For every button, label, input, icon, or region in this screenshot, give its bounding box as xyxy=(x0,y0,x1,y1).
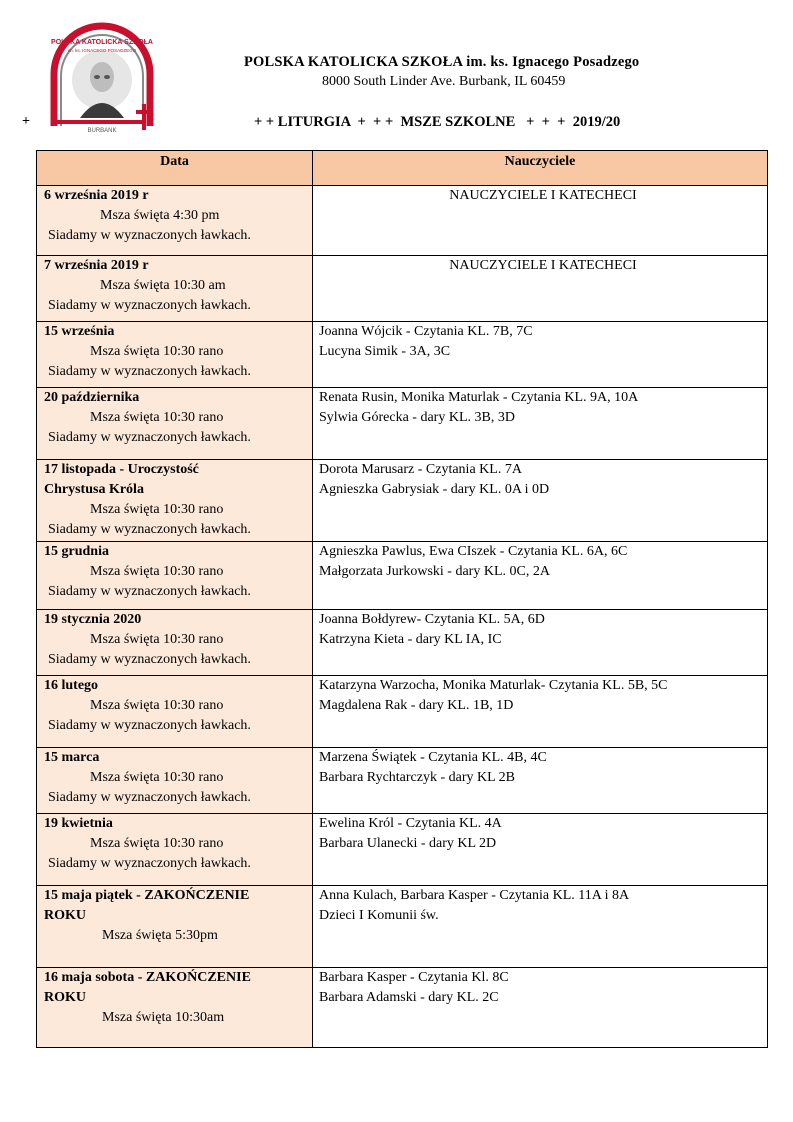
date-cell xyxy=(37,886,313,968)
mass-time: Msza święta 5:30pm xyxy=(102,928,218,943)
table-row xyxy=(37,542,768,610)
date-label: 19 stycznia 2020 xyxy=(44,612,142,627)
mass-time: Msza święta 10:30 rano xyxy=(90,502,224,517)
teacher-assignment: Barbara Ulanecki - dary KL 2D xyxy=(319,836,497,851)
mass-time: Msza święta 10:30 rano xyxy=(90,344,224,359)
seating-note: Siadamy w wyznaczonych ławkach. xyxy=(48,522,251,537)
table-row xyxy=(37,388,768,460)
teacher-assignment: Barbara Adamski - dary KL. 2C xyxy=(319,990,499,1005)
mass-time: Msza święta 4:30 pm xyxy=(100,208,220,223)
teacher-assignment: NAUCZYCIELE I KATECHECI xyxy=(449,188,637,203)
date-cell xyxy=(37,186,313,256)
teacher-assignment: Anna Kulach, Barbara Kasper - Czytania KL. 11A i 8A xyxy=(319,888,630,903)
logo-sub-text: im. ks. IGNACEGO POSADZEGO xyxy=(67,48,137,53)
teachers-cell xyxy=(313,814,768,886)
teacher-assignment: Dzieci I Komunii św. xyxy=(319,908,439,923)
mass-time: Msza święta 10:30 rano xyxy=(90,410,224,425)
page-title: + + LITURGIA + + + MSZE SZKOLNE + + + 2019/20 xyxy=(254,114,621,130)
table-row xyxy=(37,610,768,676)
table-row xyxy=(37,968,768,1048)
date-label: 19 kwietnia xyxy=(44,816,113,831)
table-row xyxy=(37,322,768,388)
seating-note: Siadamy w wyznaczonych ławkach. xyxy=(48,430,251,445)
teacher-assignment: Sylwia Górecka - dary KL. 3B, 3D xyxy=(319,410,515,425)
teachers-cell xyxy=(313,322,768,388)
left-plus-mark: + xyxy=(22,114,30,129)
teacher-assignment: Dorota Marusarz - Czytania KL. 7A xyxy=(319,462,522,477)
teacher-assignment: Małgorzata Jurkowski - dary KL. 0C, 2A xyxy=(319,564,550,579)
date-cell xyxy=(37,814,313,886)
date-cell xyxy=(37,460,313,542)
column-header-date: Data xyxy=(37,151,313,186)
date-label: 16 lutego xyxy=(44,678,99,693)
teacher-assignment: Katrzyna Kieta - dary KL IA, IC xyxy=(319,632,502,647)
date-cell xyxy=(37,542,313,610)
mass-time: Msza święta 10:30 rano xyxy=(90,770,224,785)
teacher-assignment: Agnieszka Pawlus, Ewa CIszek - Czytania KL. 6A, 6C xyxy=(319,544,628,559)
date-label: 15 grudnia xyxy=(44,544,109,559)
table-row xyxy=(37,676,768,748)
seating-note: Siadamy w wyznaczonych ławkach. xyxy=(48,790,251,805)
mass-schedule-table xyxy=(36,150,768,1048)
seating-note: Siadamy w wyznaczonych ławkach. xyxy=(48,718,251,733)
seating-note: Siadamy w wyznaczonych ławkach. xyxy=(48,652,251,667)
table-row xyxy=(37,886,768,968)
date-label: 15 września xyxy=(44,324,115,339)
date-cell xyxy=(37,748,313,814)
date-label-continued: ROKU xyxy=(44,990,86,1005)
teachers-cell xyxy=(313,676,768,748)
seating-note: Siadamy w wyznaczonych ławkach. xyxy=(48,298,251,313)
teacher-assignment: Magdalena Rak - dary KL. 1B, 1D xyxy=(319,698,514,713)
teacher-assignment: Joanna Wójcik - Czytania KL. 7B, 7C xyxy=(319,324,533,339)
seating-note: Siadamy w wyznaczonych ławkach. xyxy=(48,364,251,379)
logo-bottom-text: BURBANK xyxy=(87,128,117,134)
column-header-teachers: Nauczyciele xyxy=(313,151,768,186)
teachers-cell xyxy=(313,748,768,814)
table-header-row xyxy=(37,151,768,186)
teachers-cell xyxy=(313,968,768,1048)
table-row xyxy=(37,186,768,256)
mass-time: Msza święta 10:30 rano xyxy=(90,836,224,851)
mass-time: Msza święta 10:30 rano xyxy=(90,698,224,713)
seating-note: Siadamy w wyznaczonych ławkach. xyxy=(48,228,251,243)
mass-time: Msza święta 10:30 rano xyxy=(90,632,224,647)
teachers-cell xyxy=(313,186,768,256)
teachers-cell xyxy=(313,256,768,322)
mass-time: Msza święta 10:30 am xyxy=(100,278,226,293)
table-row xyxy=(37,256,768,322)
date-cell xyxy=(37,322,313,388)
teacher-assignment: Ewelina Król - Czytania KL. 4A xyxy=(319,816,502,831)
date-label-continued: ROKU xyxy=(44,908,86,923)
date-label: 17 listopada - Uroczystość xyxy=(44,462,199,477)
teacher-assignment: Renata Rusin, Monika Maturlak - Czytania KL. 9A, 10A xyxy=(319,390,639,405)
teachers-cell xyxy=(313,388,768,460)
logo-arc-text: POLSKA KATOLICKA SZKOŁA xyxy=(51,39,153,46)
date-label-continued: Chrystusa Króla xyxy=(44,482,144,497)
school-address: 8000 South Linder Ave. Burbank, IL 60459 xyxy=(322,74,566,89)
mass-time: Msza święta 10:30am xyxy=(102,1010,225,1025)
table-row xyxy=(37,460,768,542)
date-label: 20 października xyxy=(44,390,140,405)
seating-note: Siadamy w wyznaczonych ławkach. xyxy=(48,856,251,871)
date-label: 7 września 2019 r xyxy=(44,258,149,273)
teacher-assignment: Katarzyna Warzocha, Monika Maturlak- Czytania KL. 5B, 5C xyxy=(319,678,668,693)
teacher-assignment: Marzena Świątek - Czytania KL. 4B, 4C xyxy=(319,750,547,765)
school-logo xyxy=(44,22,160,134)
teachers-cell xyxy=(313,542,768,610)
teacher-assignment: Joanna Bołdyrew- Czytania KL. 5A, 6D xyxy=(319,612,545,627)
teacher-assignment: Lucyna Simik - 3A, 3C xyxy=(319,344,451,359)
date-cell xyxy=(37,256,313,322)
date-cell xyxy=(37,968,313,1048)
seating-note: Siadamy w wyznaczonych ławkach. xyxy=(48,584,251,599)
school-name: POLSKA KATOLICKA SZKOŁA im. ks. Ignacego Posadzego xyxy=(244,54,640,70)
mass-time: Msza święta 10:30 rano xyxy=(90,564,224,579)
teacher-assignment: Barbara Kasper - Czytania Kl. 8C xyxy=(319,970,509,985)
teacher-assignment: Barbara Rychtarczyk - dary KL 2B xyxy=(319,770,516,785)
date-cell xyxy=(37,676,313,748)
date-label: 6 września 2019 r xyxy=(44,188,149,203)
teachers-cell xyxy=(313,460,768,542)
table-row xyxy=(37,748,768,814)
teacher-assignment: NAUCZYCIELE I KATECHECI xyxy=(449,258,637,273)
date-label: 16 maja sobota - ZAKOŃCZENIE xyxy=(44,970,251,985)
date-cell xyxy=(37,388,313,460)
teacher-assignment: Agnieszka Gabrysiak - dary KL. 0A i 0D xyxy=(319,482,550,497)
date-label: 15 maja piątek - ZAKOŃCZENIE xyxy=(44,888,250,903)
teachers-cell xyxy=(313,886,768,968)
date-cell xyxy=(37,610,313,676)
teachers-cell xyxy=(313,610,768,676)
date-label: 15 marca xyxy=(44,750,100,765)
table-row xyxy=(37,814,768,886)
